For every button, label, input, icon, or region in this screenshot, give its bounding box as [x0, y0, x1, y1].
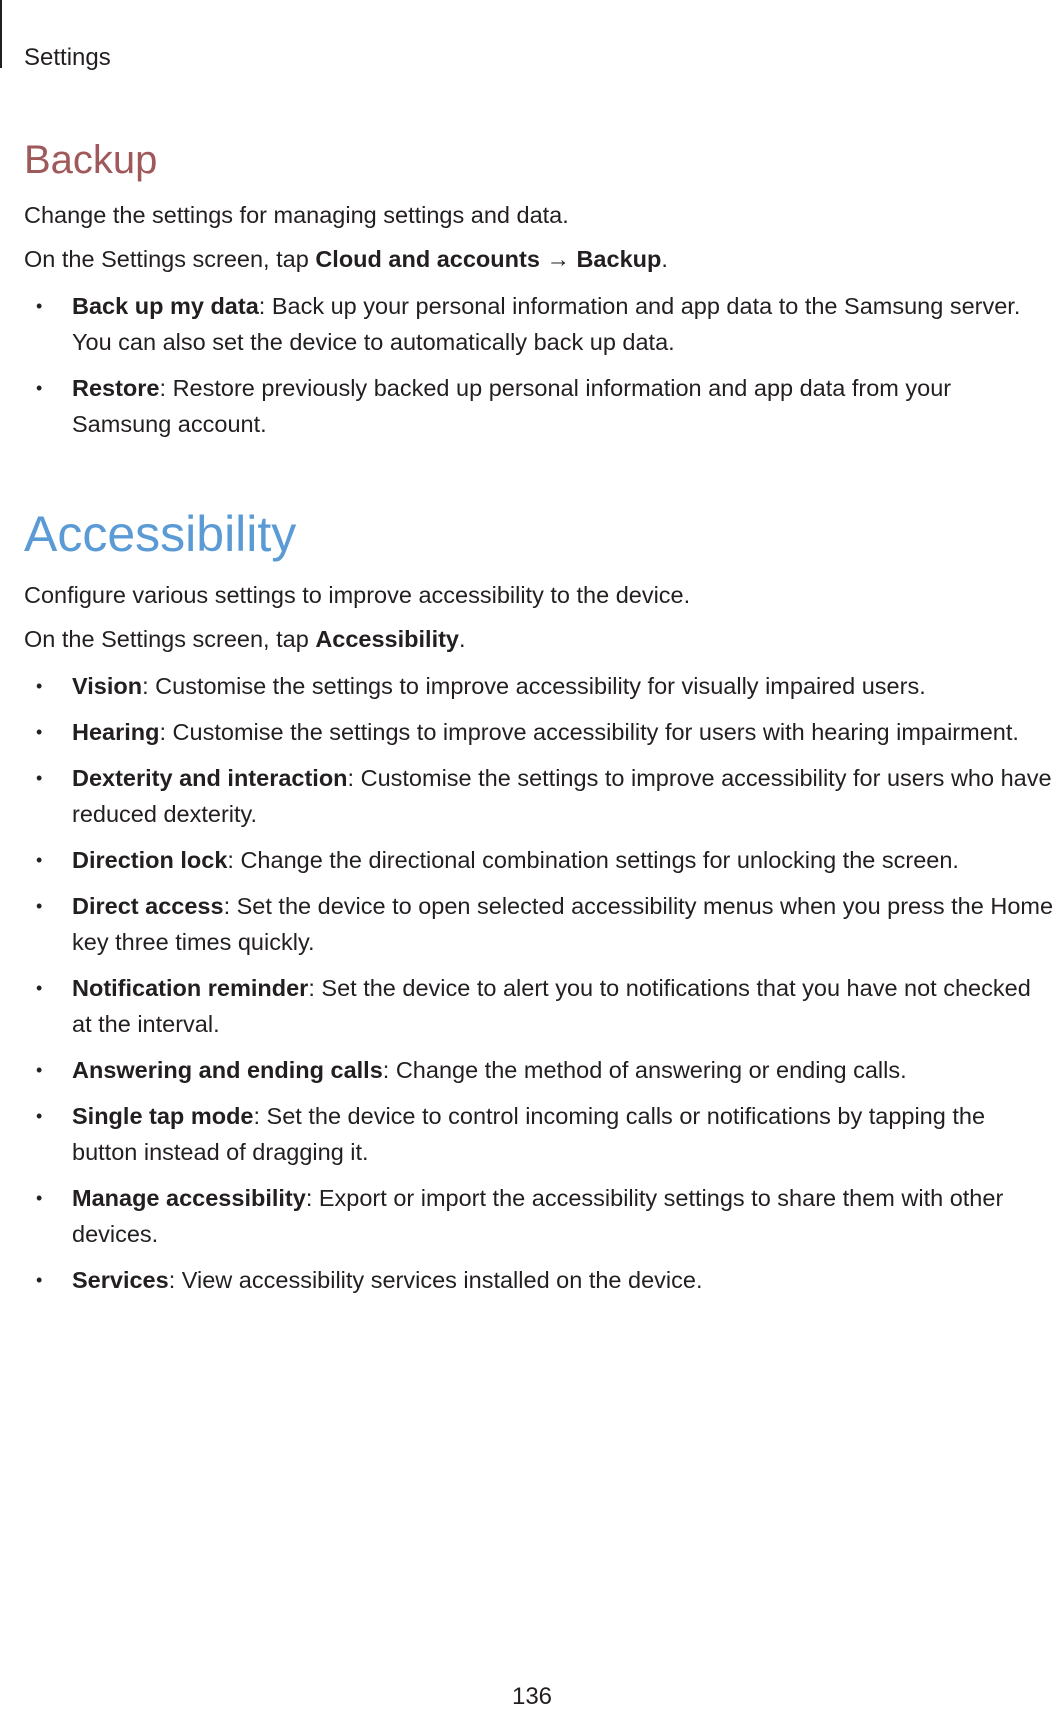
list-item — [24, 888, 1054, 960]
list-item — [24, 1180, 1054, 1252]
option-description: : Set the device to control incoming calls or notifications by tapping the button instead of dragging it. — [72, 1103, 986, 1165]
option-description: : Set the device to open selected accessibility menus when you press the Home key three times quickly. — [72, 893, 1054, 955]
bullet-icon: • — [36, 378, 43, 398]
list-item — [24, 714, 1054, 750]
backup-path — [24, 242, 1054, 276]
option-term: Restore — [72, 375, 160, 401]
bullet-icon: • — [36, 768, 43, 788]
option-description: : Change the directional combination settings for unlocking the screen. — [227, 847, 959, 873]
bullet-icon: • — [36, 1060, 43, 1080]
page-number: 136 — [511, 1683, 553, 1710]
option-description: : Export or import the accessibility settings to share them with other devices. — [72, 1185, 1004, 1247]
bullet-icon: • — [36, 676, 43, 696]
page-content — [24, 136, 1054, 1308]
list-item — [24, 668, 1054, 704]
option-term: Direction lock — [72, 847, 228, 873]
option-term: Services — [72, 1267, 169, 1293]
option-term: Single tap mode — [72, 1103, 254, 1129]
list-item — [24, 842, 1054, 878]
accessibility-heading: Accessibility — [24, 506, 297, 562]
option-description: : Change the method of answering or ending calls. — [382, 1057, 907, 1083]
bullet-icon: • — [36, 1188, 43, 1208]
option-term: Manage accessibility — [72, 1185, 306, 1211]
option-term: Hearing — [72, 719, 160, 745]
option-term: Dexterity and interaction — [72, 765, 348, 791]
option-term: Notification reminder — [72, 975, 309, 1001]
option-description: : Set the device to alert you to notifications that you have not checked at the interval. — [72, 975, 1031, 1037]
accessibility-path-item1: Accessibility — [315, 626, 459, 652]
option-description: : Customise the settings to improve accessibility for users who have reduced dexterity. — [72, 765, 1052, 827]
running-header: Settings — [24, 44, 111, 71]
list-item — [24, 1262, 1054, 1298]
option-description: : Customise the settings to improve accessibility for visually impaired users. — [142, 673, 926, 699]
option-term: Answering and ending calls — [72, 1057, 383, 1083]
backup-path-prefix: On the Settings screen, tap — [24, 246, 316, 272]
bullet-icon: • — [36, 850, 43, 870]
option-description: : Back up your personal information and app data to the Samsung server. You can also set the device to automatically back up data. — [72, 293, 1021, 355]
bullet-icon: • — [36, 722, 43, 742]
bullet-icon: • — [36, 1270, 43, 1290]
backup-path-end: . — [661, 246, 668, 272]
backup-path-item2: Backup — [576, 246, 662, 272]
option-description: : Customise the settings to improve accessibility for users with hearing impairment. — [159, 719, 1019, 745]
corner-rule — [0, 0, 2, 68]
option-term: Direct access — [72, 893, 224, 919]
bullet-icon: • — [36, 1106, 43, 1126]
accessibility-option-list — [24, 668, 1054, 1298]
option-description: : View accessibility services installed on the device. — [168, 1267, 703, 1293]
option-description: : Restore previously backed up personal information and app data from your Samsung account. — [72, 375, 952, 437]
backup-path-arrow: → — [539, 246, 577, 272]
list-item — [24, 288, 1054, 360]
list-item — [24, 1052, 1054, 1088]
list-item — [24, 1098, 1054, 1170]
list-item — [24, 760, 1054, 832]
bullet-icon: • — [36, 296, 43, 316]
backup-heading: Backup — [24, 138, 158, 182]
option-term: Vision — [72, 673, 143, 699]
backup-option-list — [24, 288, 1054, 442]
bullet-icon: • — [36, 896, 43, 916]
list-item — [24, 970, 1054, 1042]
list-item — [24, 370, 1054, 442]
accessibility-path — [24, 622, 1054, 656]
option-term: Back up my data — [72, 293, 259, 319]
accessibility-intro: Configure various settings to improve accessibility to the device. — [24, 582, 691, 608]
accessibility-path-prefix: On the Settings screen, tap — [24, 626, 316, 652]
accessibility-path-end: . — [459, 626, 466, 652]
backup-path-item1: Cloud and accounts — [315, 246, 540, 272]
bullet-icon: • — [36, 978, 43, 998]
backup-intro: Change the settings for managing settings and data. — [24, 202, 569, 228]
